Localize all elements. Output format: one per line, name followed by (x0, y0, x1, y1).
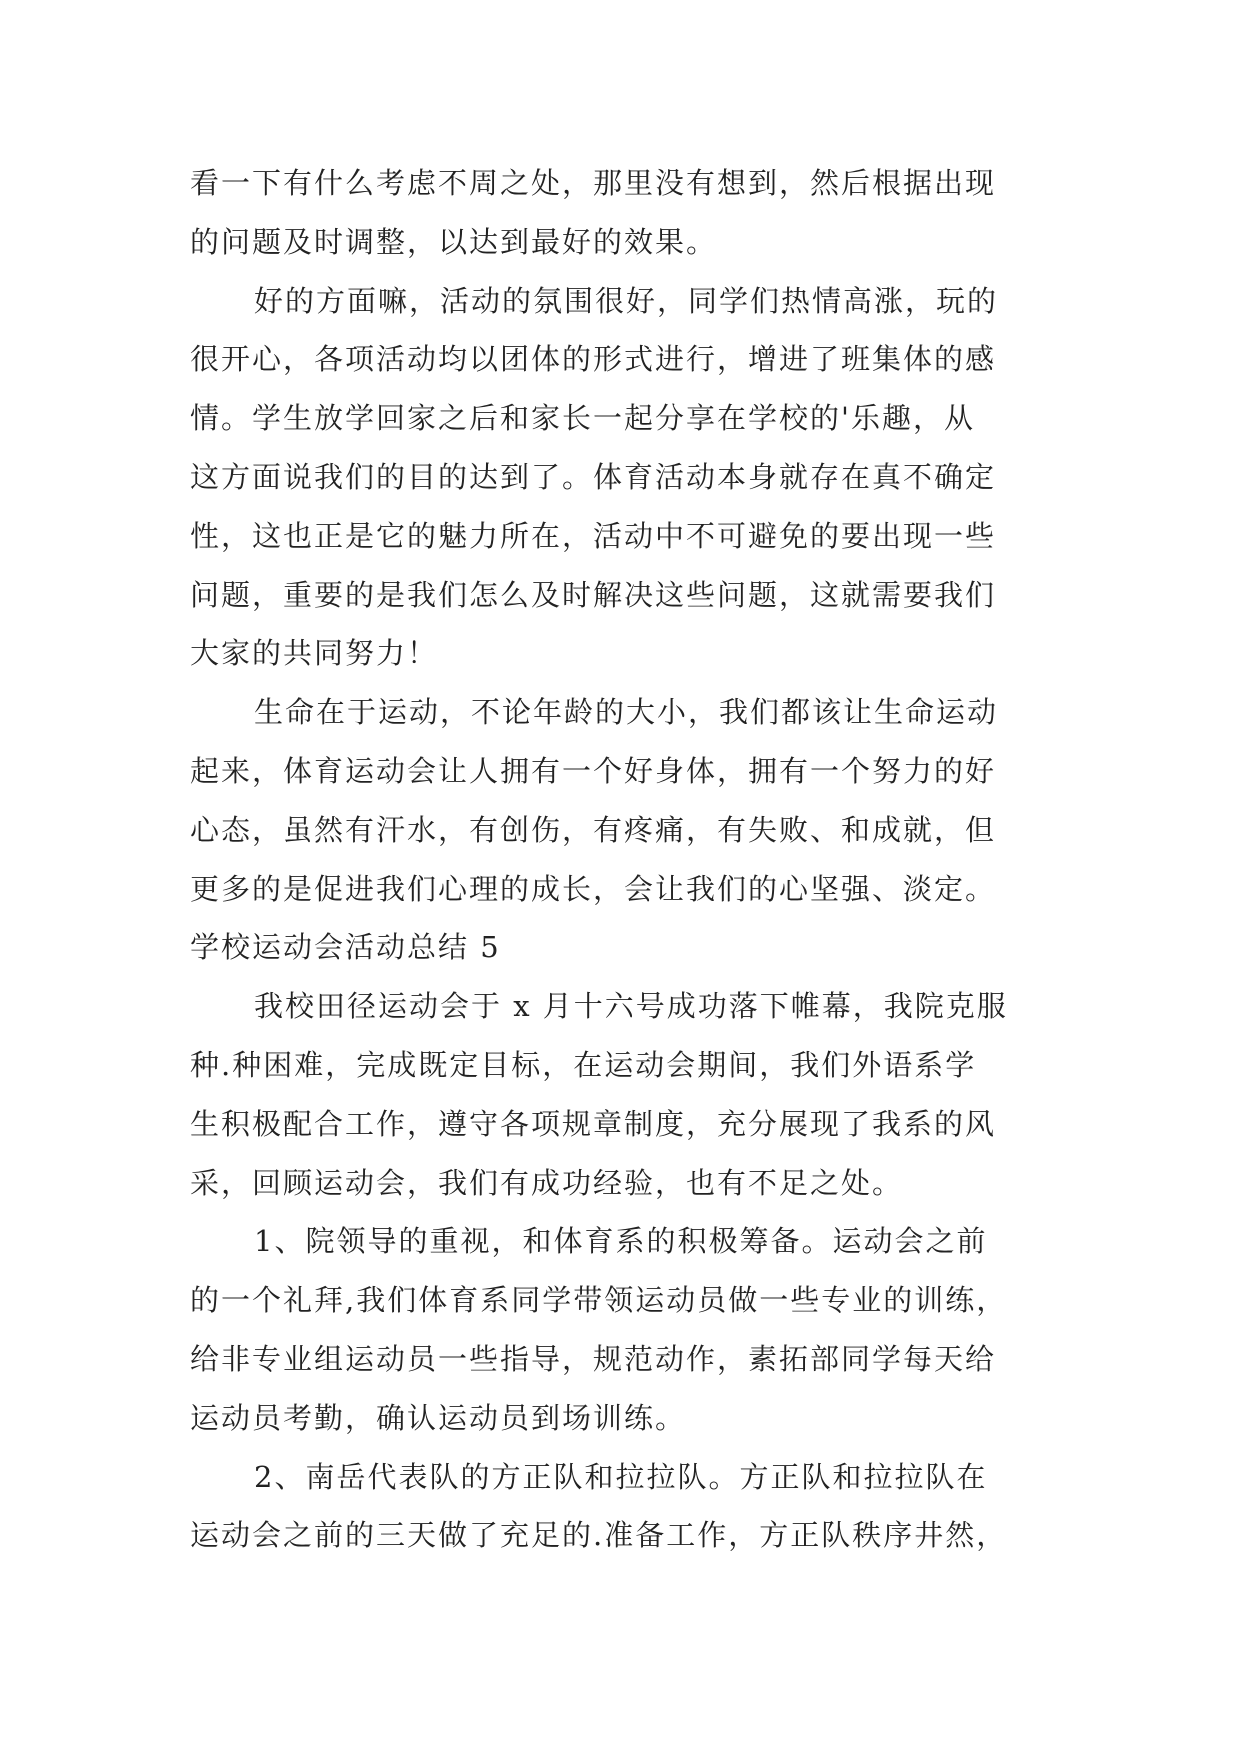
text-line: 采，回顾运动会，我们有成功经验，也有不足之处。 (190, 1165, 904, 1200)
text-line: 生命在于运动，不论年龄的大小，我们都该让生命运动 (254, 695, 999, 730)
text-line: 给非专业组运动员一些指导，规范动作，素拓部同学每天给 (190, 1341, 997, 1376)
text-line: 心态，虽然有汗水，有创伤，有疼痛，有失败、和成就，但 (190, 812, 997, 847)
text-line: 好的方面嘛，活动的氛围很好，同学们热情高涨，玩的 (254, 283, 999, 318)
text-line: 运动员考勤，确认运动员到场训练。 (190, 1400, 687, 1435)
text-line: 生积极配合工作，遵守各项规章制度，充分展现了我系的风 (190, 1106, 997, 1141)
text-line: 的问题及时调整，以达到最好的效果。 (190, 224, 718, 259)
text-line: 1、院领导的重视，和体育系的积极筹备。运动会之前 (254, 1224, 988, 1259)
text-line: 种.种困难，完成既定目标，在运动会期间，我们外语系学 (190, 1047, 977, 1082)
text-line: 看一下有什么考虑不周之处，那里没有想到，然后根据出现 (190, 166, 997, 200)
text-line: 运动会之前的三天做了充足的.准备工作，方正队秩序井然， (190, 1518, 1008, 1553)
text-line: 起来，体育运动会让人拥有一个好身体，拥有一个努力的好 (190, 753, 997, 788)
text-line: 这方面说我们的目的达到了。体育活动本身就存在真不确定 (190, 459, 997, 494)
text-line: 很开心，各项活动均以团体的形式进行，增进了班集体的感 (190, 342, 997, 377)
text-line: 我校田径运动会于 x 月十六号成功落下帷幕，我院克服 (254, 989, 1008, 1024)
text-line: 2、南岳代表队的方正队和拉拉队。方正队和拉拉队在 (254, 1459, 988, 1494)
text-line: 问题，重要的是我们怎么及时解决这些问题，这就需要我们 (190, 577, 997, 612)
text-line: 更多的是促进我们心理的成长，会让我们的心坚强、淡定。 (190, 871, 997, 906)
text-line: 情。学生放学回家之后和家长一起分享在学校的'乐趣，从 (190, 401, 975, 436)
text-line: 的一个礼拜,我们体育系同学带领运动员做一些专业的训练， (190, 1283, 1008, 1318)
text-line: 大家的共同努力！ (190, 636, 439, 671)
text-line: 性，这也正是它的魅力所在，活动中不可避免的要出现一些 (190, 518, 997, 553)
document-body (190, 154, 1060, 1565)
text-line: 学校运动会活动总结 5 (190, 930, 501, 965)
